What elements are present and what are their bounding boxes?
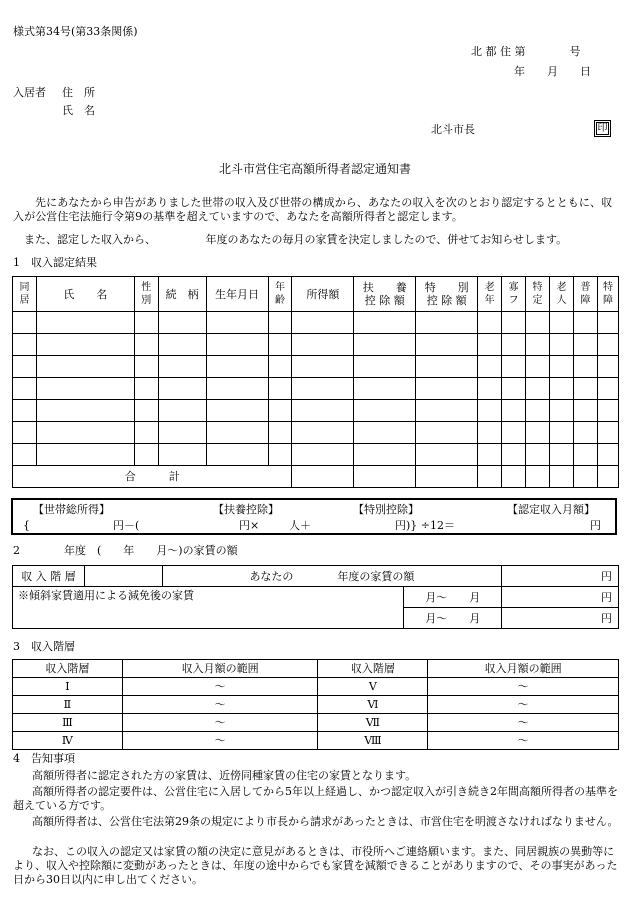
header-special-deduction: 特 別 控 除 額	[416, 277, 478, 312]
table-row	[13, 696, 619, 714]
notice-paragraph-1: 高額所得者に認定された方の家賃は、近傍同種家賃の住宅の家賃となります。	[32, 769, 417, 782]
range-1: ～	[122, 678, 318, 696]
seal-mark: 印	[594, 120, 611, 137]
total-row	[13, 466, 619, 488]
table-row	[13, 422, 619, 444]
header-income: 所得額	[292, 277, 354, 312]
table-row	[13, 400, 619, 422]
section2-title: 2 年度 ( 年 月～)の家賃の額	[13, 544, 238, 557]
rent-amount-label: あなたの 年度の家賃の額	[162, 566, 501, 587]
income-calculation-box	[11, 498, 617, 535]
level-3: Ⅲ	[13, 714, 123, 732]
header-gender: 性 別	[134, 277, 158, 312]
notice-paragraph-3: 高額所得者は、公営住宅法第29条の規定により市長から請求があったときは、市営住宅を明渡さなければなりません。	[32, 815, 619, 828]
resident-label: 入居者	[13, 86, 46, 99]
level-header-right: 収入階層	[318, 660, 428, 678]
notice-paragraph-4: なお、この収入の認定又は家賃の額の決定に意見があるときは、市役所へご連絡願います。また、同居親族の異動等により、収入や控除額に変動があったときは、年度の途中からでも家賃を減額できることがありますので、その事実があった日から30日以内に申し出てください。	[13, 845, 618, 886]
header-widow: 寡 フ	[502, 277, 526, 312]
level-1: Ⅰ	[13, 678, 123, 696]
intro-paragraph-2: また、認定した収入から、 年度のあなたの毎月の家賃を決定しましたので、併せてお知らせします。	[24, 233, 568, 246]
formula-divide: 円)} ÷12＝	[395, 519, 456, 532]
header-relation: 続 柄	[158, 277, 206, 312]
section3-title: 3 収入階層	[13, 640, 75, 653]
form-number: 様式第34号(第33条関係)	[13, 25, 138, 38]
range-4: ～	[122, 732, 318, 750]
level-8: Ⅷ	[318, 732, 428, 750]
income-table	[12, 276, 619, 488]
name-label: 氏 名	[62, 104, 95, 117]
range-header-left: 収入月額の範囲	[122, 660, 318, 678]
table-row	[13, 678, 619, 696]
table-row	[13, 334, 619, 356]
formula-open: {	[23, 519, 30, 532]
reduced-rent-label: ※傾斜家賃適用による減免後の家賃	[13, 587, 404, 629]
notice-paragraph-2: 高額所得者の認定要件は、公営住宅に入居してから5年以上経過し、かつ認定収入が引き続き2年間高額所得者の基準を超えている方です。	[13, 785, 618, 812]
formula-plus: 人＋	[289, 519, 311, 532]
header-special-disabled: 特 障	[597, 277, 618, 312]
recognized-income-label: 【認定収入月額】	[507, 503, 595, 516]
formula-minus: 円－(	[113, 519, 140, 532]
range-2: ～	[122, 696, 318, 714]
table-row	[13, 732, 619, 750]
range-header-right: 収入月額の範囲	[428, 660, 619, 678]
level-5: Ⅴ	[318, 678, 428, 696]
table-row	[13, 356, 619, 378]
level-4: Ⅳ	[13, 732, 123, 750]
table-row	[13, 714, 619, 732]
income-level-table	[12, 659, 619, 750]
income-level-label: 収 入 階 層	[13, 566, 85, 587]
document-title: 北斗市営住宅高額所得者認定通知書	[218, 162, 411, 176]
table-row	[13, 444, 619, 466]
header-senior: 老 人	[550, 277, 574, 312]
table-row	[13, 312, 619, 334]
level-7: Ⅶ	[318, 714, 428, 732]
section1-title: 1 収入認定結果	[13, 256, 97, 269]
header-dependent-deduction: 扶 養 控 除 額	[354, 277, 416, 312]
level-header-left: 収入階層	[13, 660, 123, 678]
level-2: Ⅱ	[13, 696, 123, 714]
header-birthdate: 生年月日	[206, 277, 268, 312]
dependent-deduction-label: 【扶養控除】	[213, 503, 279, 516]
header-name: 氏 名	[36, 277, 134, 312]
header-disabled: 普 障	[573, 277, 597, 312]
formula-times: 円×	[239, 519, 260, 532]
range-6: ～	[428, 696, 619, 714]
intro-paragraph-1: 先にあなたから申告がありました世帯の収入及び世帯の構成から、あなたの収入を次のとおり認定するとともに、収入が公営住宅法施行令第9の基準を超えていますので、あなたを高額所得者と認定します。	[13, 196, 613, 223]
period-1: 月～ 月	[404, 587, 502, 608]
formula-result-unit: 円	[590, 519, 601, 532]
range-8: ～	[428, 732, 619, 750]
special-deduction-label: 【特別控除】	[353, 503, 419, 516]
reduced-yen-1: 円	[502, 587, 619, 608]
header-specified: 特 定	[526, 277, 550, 312]
total-income-label: 【世帯総所得】	[33, 503, 110, 516]
range-3: ～	[122, 714, 318, 732]
address-label: 住 所	[62, 86, 95, 99]
total-label: 合 計	[13, 466, 292, 488]
level-6: Ⅵ	[318, 696, 428, 714]
period-2: 月～ 月	[404, 608, 502, 629]
section4-title: 4 告知事項	[13, 752, 75, 765]
header-cohabit: 同 居	[13, 277, 37, 312]
rent-table	[12, 565, 619, 629]
header-age: 年 齢	[268, 277, 292, 312]
rent-yen: 円	[502, 566, 619, 587]
range-5: ～	[428, 678, 619, 696]
reduced-yen-2: 円	[502, 608, 619, 629]
header-elderly: 老 年	[478, 277, 502, 312]
issue-date: 年 月 日	[514, 65, 591, 78]
mayor-label: 北斗市長	[431, 123, 475, 136]
document-number: 北 都 住 第 号	[471, 45, 581, 58]
range-7: ～	[428, 714, 619, 732]
table-row	[13, 378, 619, 400]
